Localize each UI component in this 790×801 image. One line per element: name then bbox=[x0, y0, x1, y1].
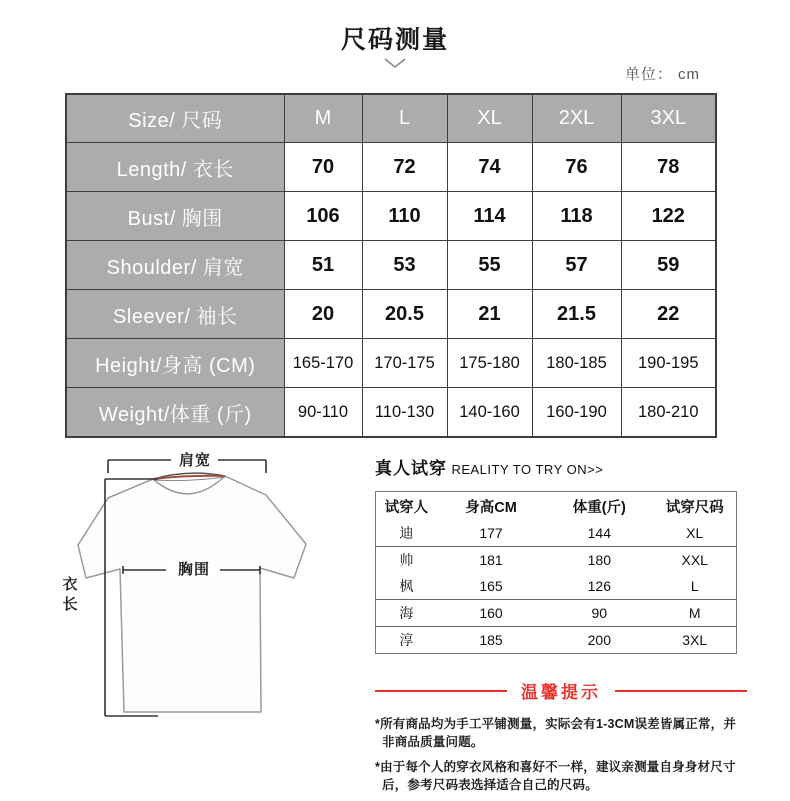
size-value: 57 bbox=[532, 241, 621, 290]
unit-label: 单位： cm bbox=[624, 66, 700, 83]
tryon-weight: 200 bbox=[587, 632, 611, 648]
tips-note: *所有商品均为手工平铺测量，实际会有1-3CM误差皆属正常，并非商品质量问题。 bbox=[375, 717, 737, 749]
size-value: 53 bbox=[362, 241, 447, 290]
row-label: Weight/体重 (斤) bbox=[66, 388, 284, 438]
tryon-height: 181 bbox=[479, 552, 503, 568]
table-row-weight bbox=[66, 388, 716, 438]
page-title: 尺码测量 bbox=[340, 26, 449, 54]
size-value: 21.5 bbox=[532, 290, 621, 339]
shoulder-width-label: 肩宽 bbox=[172, 452, 218, 470]
tryon-height: 160 bbox=[437, 600, 545, 627]
size-value: 180-210 bbox=[621, 388, 716, 438]
tryon-name: 迪 bbox=[376, 520, 437, 547]
size-value: 170-175 bbox=[362, 339, 447, 388]
tryon-table bbox=[375, 491, 737, 654]
size-value: 70 bbox=[284, 143, 362, 192]
tryon-col-header: 身高CM bbox=[465, 499, 517, 516]
tryon-col-header: 试穿人 bbox=[384, 499, 429, 516]
row-label: Length/ 衣长 bbox=[66, 143, 284, 192]
size-value: 118 bbox=[532, 192, 621, 241]
tryon-name: 枫 bbox=[376, 573, 437, 600]
size-value: 122 bbox=[621, 192, 716, 241]
table-row-shoulder bbox=[66, 241, 716, 290]
tips-note: *由于每个人的穿衣风格和喜好不一样，建议亲测量自身身材尺寸后，参考尺码表选择适合自己的尺码。 bbox=[375, 760, 736, 792]
tryon-size: M bbox=[653, 600, 736, 627]
tryon-header-row bbox=[376, 492, 737, 521]
length-label: 衣长 bbox=[62, 576, 79, 613]
tryon-col-header: 试穿尺码 bbox=[665, 499, 724, 516]
size-value: 55 bbox=[447, 241, 532, 290]
size-col-header: 2XL bbox=[532, 94, 621, 143]
table-row-sleeve bbox=[66, 290, 716, 339]
tryon-row bbox=[376, 520, 737, 547]
table-row-height bbox=[66, 339, 716, 388]
size-value: 72 bbox=[362, 143, 447, 192]
tips-title: 温馨提示 bbox=[521, 683, 601, 702]
tips-header bbox=[375, 678, 747, 703]
row-label: Height/身高 (CM) bbox=[66, 339, 284, 388]
tryon-row bbox=[376, 600, 737, 627]
tryon-row bbox=[376, 547, 737, 574]
size-value: 76 bbox=[532, 143, 621, 192]
row-label: Shoulder/ 肩宽 bbox=[66, 241, 284, 290]
tryon-height: 177 bbox=[437, 520, 545, 547]
size-value: 190-195 bbox=[621, 339, 716, 388]
size-col-header: XL bbox=[447, 94, 532, 143]
tryon-row bbox=[376, 573, 737, 600]
tryon-name: 淳 bbox=[399, 632, 414, 648]
size-value: 160-190 bbox=[532, 388, 621, 438]
table-row-length bbox=[66, 143, 716, 192]
size-value: 114 bbox=[447, 192, 532, 241]
tryon-section bbox=[375, 452, 747, 801]
size-value: 22 bbox=[621, 290, 716, 339]
size-value: 74 bbox=[447, 143, 532, 192]
tshirt-measure-diagram bbox=[55, 448, 365, 740]
row-label: Sleever/ 袖长 bbox=[66, 290, 284, 339]
size-col-header: M bbox=[284, 94, 362, 143]
tryon-weight: 90 bbox=[545, 600, 653, 627]
row-label: Bust/ 胸围 bbox=[66, 192, 284, 241]
tryon-size: XL bbox=[653, 520, 736, 547]
chevron-down-icon bbox=[384, 58, 406, 68]
tips-line-right bbox=[615, 690, 747, 692]
tryon-weight: 126 bbox=[545, 573, 653, 600]
tryon-name: 帅 bbox=[399, 552, 414, 568]
tryon-size: L bbox=[653, 573, 736, 600]
tryon-title-cn: 真人试穿 bbox=[375, 459, 447, 478]
size-value: 20.5 bbox=[362, 290, 447, 339]
size-value: 140-160 bbox=[447, 388, 532, 438]
size-value: 165-170 bbox=[284, 339, 362, 388]
header bbox=[0, 20, 790, 68]
size-value: 21 bbox=[447, 290, 532, 339]
tshirt-icon bbox=[55, 448, 365, 740]
size-table-corner-label: Size/ 尺码 bbox=[66, 94, 284, 143]
table-row-bust bbox=[66, 192, 716, 241]
tryon-name: 海 bbox=[376, 600, 437, 627]
size-value: 20 bbox=[284, 290, 362, 339]
tryon-title bbox=[375, 454, 747, 479]
size-col-header: 3XL bbox=[621, 94, 716, 143]
size-value: 78 bbox=[621, 143, 716, 192]
size-table-header-row bbox=[66, 94, 716, 143]
size-value: 106 bbox=[284, 192, 362, 241]
tryon-height: 165 bbox=[437, 573, 545, 600]
size-col-header: L bbox=[362, 94, 447, 143]
size-table bbox=[65, 93, 717, 438]
bust-label: 胸围 bbox=[168, 561, 220, 579]
size-value: 110-130 bbox=[362, 388, 447, 438]
tryon-weight: 180 bbox=[587, 552, 611, 568]
tryon-size: XXL bbox=[681, 552, 708, 568]
size-value: 180-185 bbox=[532, 339, 621, 388]
size-value: 51 bbox=[284, 241, 362, 290]
tryon-size: 3XL bbox=[682, 632, 708, 648]
tips-line-left bbox=[375, 690, 507, 692]
size-value: 110 bbox=[362, 192, 447, 241]
size-value: 59 bbox=[621, 241, 716, 290]
tryon-col-header: 体重(斤) bbox=[572, 499, 626, 516]
size-value: 90-110 bbox=[284, 388, 362, 438]
tryon-height: 185 bbox=[479, 632, 503, 648]
tryon-weight: 144 bbox=[545, 520, 653, 547]
size-value: 175-180 bbox=[447, 339, 532, 388]
tryon-title-link[interactable]: REALITY TO TRY ON>> bbox=[451, 462, 604, 477]
tryon-row bbox=[376, 627, 737, 654]
